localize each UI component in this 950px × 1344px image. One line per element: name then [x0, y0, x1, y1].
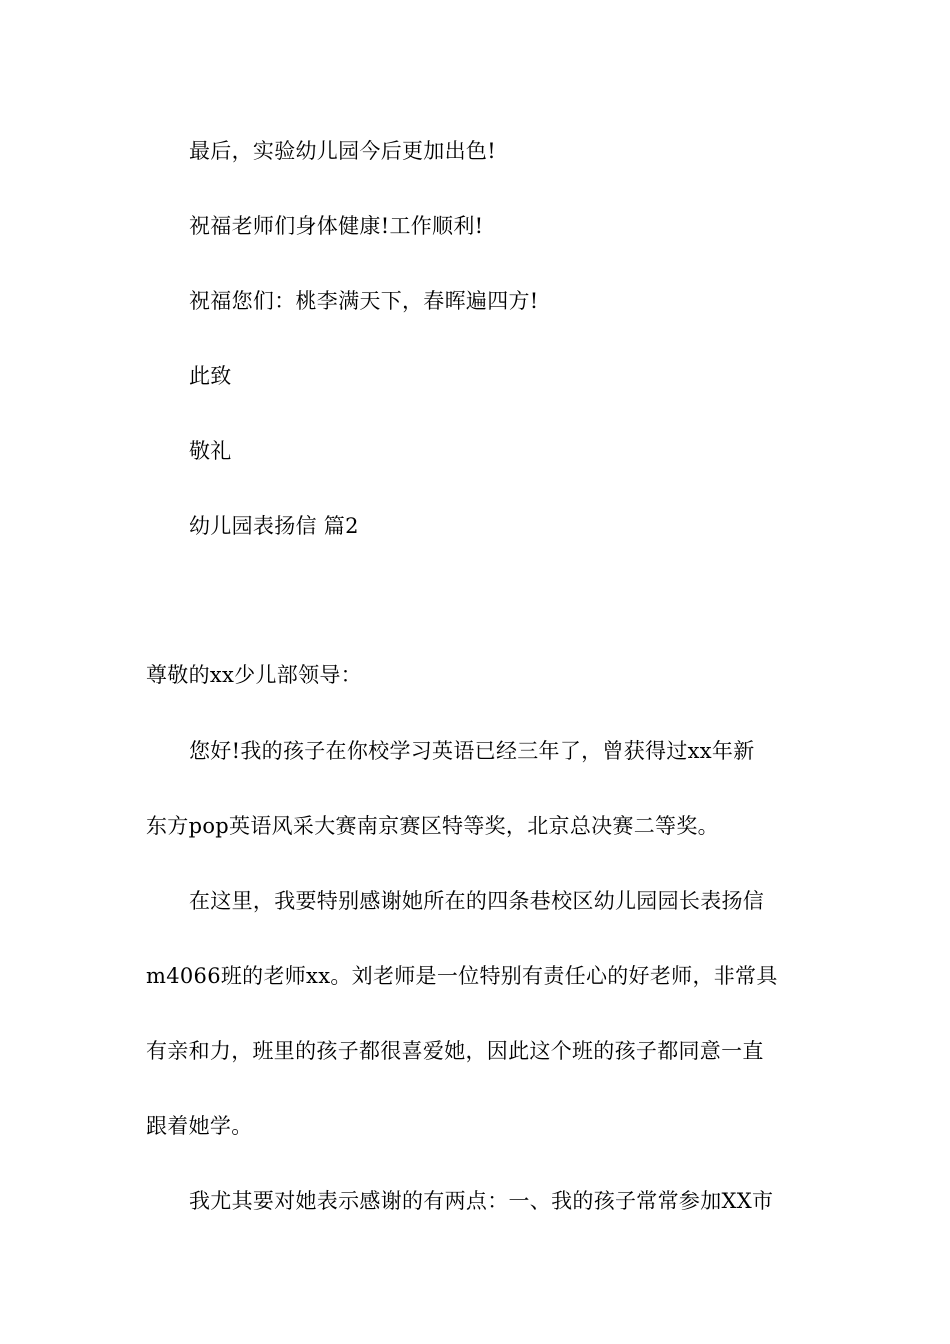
closing-regards: 敬礼 — [189, 439, 232, 463]
closing-salutation: 此致 — [189, 364, 232, 388]
paragraph-2-line-1: 在这里，我要特别感谢她所在的四条巷校区幼儿园园长表扬信 — [189, 889, 765, 913]
closing-line-1: 最后，实验幼儿园今后更加出色! — [189, 139, 496, 163]
closing-line-3: 祝福您们：桃李满天下，春晖遍四方! — [189, 289, 539, 313]
letter-greeting: 尊敬的xx少儿部领导： — [146, 663, 362, 687]
section-heading: 幼儿园表扬信 篇2 — [189, 514, 359, 538]
paragraph-1-line-1: 您好!我的孩子在你校学习英语已经三年了，曾获得过xx年新 — [189, 739, 755, 763]
paragraph-1-line-2: 东方pop英语风采大赛南京赛区特等奖，北京总决赛二等奖。 — [146, 814, 719, 838]
paragraph-2-line-2: m4066班的老师xx。刘老师是一位特别有责任心的好老师，非常具 — [146, 964, 778, 988]
paragraph-2-line-3: 有亲和力，班里的孩子都很喜爱她，因此这个班的孩子都同意一直 — [146, 1039, 764, 1063]
closing-line-2: 祝福老师们身体健康!工作顺利! — [189, 214, 484, 238]
paragraph-2-line-4: 跟着她学。 — [146, 1114, 253, 1138]
paragraph-3-line-1: 我尤其要对她表示感谢的有两点：一、我的孩子常常参加XX市 — [189, 1189, 774, 1213]
